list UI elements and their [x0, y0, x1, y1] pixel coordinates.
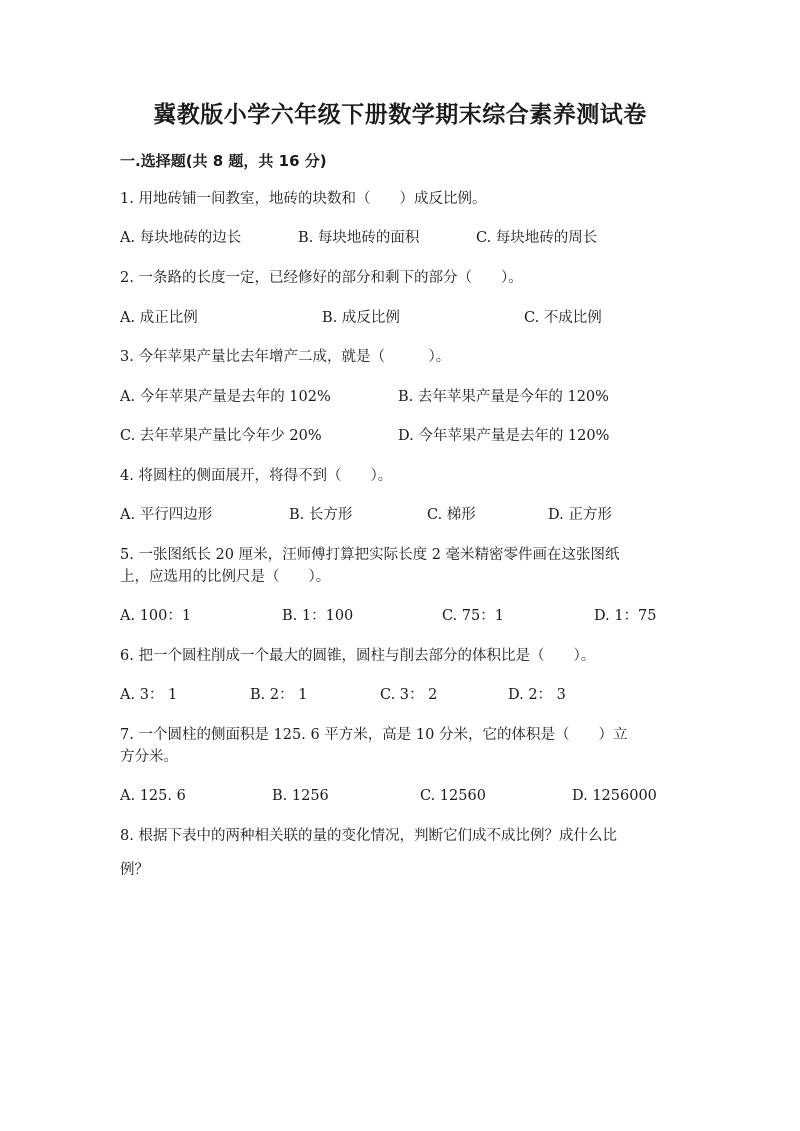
question-3-option-b: B. 去年苹果产量是今年的 120%	[398, 389, 609, 405]
question-5-option-d: D. 1：75	[594, 608, 657, 624]
question-1-option-b: B. 每块地砖的面积	[298, 230, 420, 246]
question-4-option-a: A. 平行四边形	[120, 507, 213, 523]
question-3-text: 3. 今年苹果产量比去年增产二成，就是（ ）。	[120, 349, 451, 365]
question-1-text: 1. 用地砖铺一间教室，地砖的块数和（ ）成反比例。	[120, 191, 487, 207]
question-8-text-line-1: 8. 根据下表中的两种相关联的量的变化情况，判断它们成不成比例？成什么比	[120, 828, 617, 844]
question-2-option-c: C. 不成比例	[524, 310, 602, 326]
question-6-option-b: B. 2： 1	[250, 687, 308, 703]
question-5-text-line-1: 5. 一张图纸长 20 厘米，汪师傅打算把实际长度 2 毫米精密零件画在这张图纸	[120, 547, 620, 563]
question-3-option-c: C. 去年苹果产量比今年少 20%	[120, 428, 322, 444]
question-2-text: 2. 一条路的长度一定，已经修好的部分和剩下的部分（ ）。	[120, 270, 523, 286]
section-heading: 一.选择题(共 8 题，共 16 分)	[120, 152, 327, 170]
question-2-option-a: A. 成正比例	[120, 310, 198, 326]
question-7-option-d: D. 1256000	[572, 788, 657, 804]
question-7-text-line-2: 方分米。	[120, 749, 178, 765]
question-3-option-d: D. 今年苹果产量是去年的 120%	[398, 428, 610, 444]
question-5-option-c: C. 75：1	[442, 608, 504, 624]
question-5-option-b: B. 1：100	[282, 608, 354, 624]
question-4-text: 4. 将圆柱的侧面展开，将得不到（ ）。	[120, 468, 393, 484]
question-1-option-a: A. 每块地砖的边长	[120, 230, 242, 246]
question-4-option-b: B. 长方形	[289, 507, 353, 523]
question-6-option-a: A. 3： 1	[120, 687, 178, 703]
question-4-option-d: D. 正方形	[548, 507, 612, 523]
question-7-option-c: C. 12560	[420, 788, 486, 804]
question-6-option-c: C. 3： 2	[380, 687, 438, 703]
question-4-option-c: C. 梯形	[427, 507, 476, 523]
question-3-option-a: A. 今年苹果产量是去年的 102%	[120, 389, 331, 405]
question-7-option-a: A. 125. 6	[120, 788, 186, 804]
question-6-text: 6. 把一个圆柱削成一个最大的圆锥，圆柱与削去部分的体积比是（ ）。	[120, 648, 596, 664]
question-8-text-line-2: 例？	[120, 862, 149, 878]
question-5-option-a: A. 100：1	[120, 608, 192, 624]
question-1-option-c: C. 每块地砖的周长	[476, 230, 598, 246]
page-title: 冀教版小学六年级下册数学期末综合素养测试卷	[153, 102, 647, 128]
question-5-text-line-2: 上，应选用的比例尺是（ ）。	[120, 569, 331, 585]
question-7-text-line-1: 7. 一个圆柱的侧面积是 125. 6 平方米，高是 10 分米，它的体积是（ ）立	[120, 727, 628, 743]
question-2-option-b: B. 成反比例	[322, 310, 400, 326]
question-7-option-b: B. 1256	[272, 788, 329, 804]
question-6-option-d: D. 2： 3	[508, 687, 566, 703]
